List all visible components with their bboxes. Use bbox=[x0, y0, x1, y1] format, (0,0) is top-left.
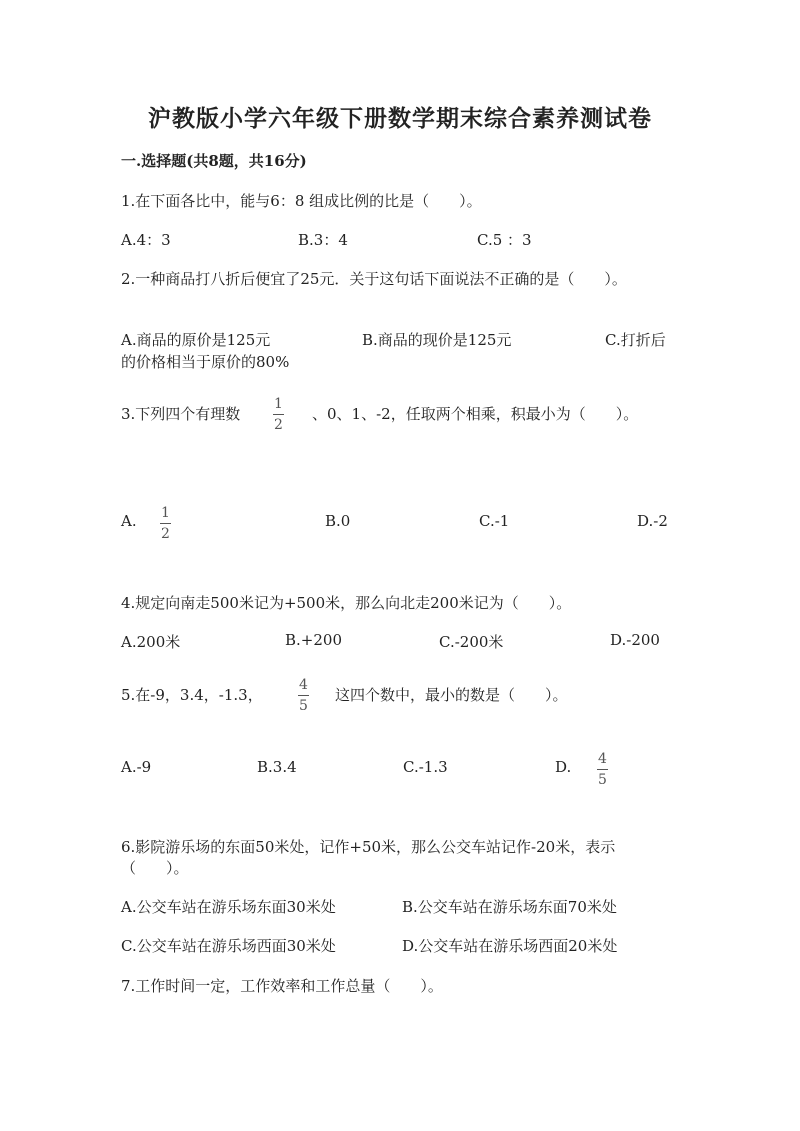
question-2-option-c: C.打折后 bbox=[605, 331, 666, 349]
fraction-bar bbox=[273, 414, 284, 415]
question-4-stem: 4.规定向南走500米记为+500米，那么向北走200米记为（ ）。 bbox=[121, 594, 572, 612]
question-6-option-c: C.公交车站在游乐场西面30米处 bbox=[121, 937, 336, 955]
question-2-option-a: A.商品的原价是125元 bbox=[121, 331, 271, 349]
question-2-option-c-continued: 的价格相当于原价的80% bbox=[121, 353, 290, 371]
fraction-four-fifths bbox=[298, 678, 309, 713]
fraction-denominator: 2 bbox=[161, 526, 170, 542]
question-7-stem: 7.工作时间一定，工作效率和工作总量（ ）。 bbox=[121, 977, 443, 995]
question-5-option-d: D. bbox=[555, 758, 572, 776]
question-2-stem: 2.一种商品打八折后便宜了25元．关于这句话下面说法不正确的是（ ）。 bbox=[121, 270, 627, 288]
question-1-option-c: C.5 ：3 bbox=[477, 231, 532, 249]
page-title: 沪教版小学六年级下册数学期末综合素养测试卷 bbox=[148, 105, 652, 132]
fraction-bar bbox=[298, 695, 309, 696]
question-3-option-a: A. bbox=[121, 512, 137, 530]
question-4-option-c: C.-200米 bbox=[439, 633, 504, 651]
question-5-option-b: B.3.4 bbox=[257, 758, 297, 776]
question-1-option-a: A.4：3 bbox=[121, 231, 171, 249]
question-3-stem-end: 、0、1、-2，任取两个相乘，积最小为（ ）。 bbox=[312, 405, 639, 423]
question-6-option-a: A.公交车站在游乐场东面30米处 bbox=[121, 898, 336, 916]
question-5-option-c: C.-1.3 bbox=[403, 758, 448, 776]
question-6-option-b: B.公交车站在游乐场东面70米处 bbox=[402, 898, 617, 916]
question-5-stem-end: 这四个数中，最小的数是（ ）。 bbox=[335, 686, 568, 704]
fraction-numerator: 4 bbox=[299, 677, 308, 693]
fraction-bar bbox=[160, 523, 171, 524]
fraction-numerator: 1 bbox=[274, 396, 283, 412]
question-6-option-d: D.公交车站在游乐场西面20米处 bbox=[402, 937, 618, 955]
question-5-option-a: A.-9 bbox=[121, 758, 152, 776]
section-heading: 一.选择题(共8题，共16分) bbox=[121, 152, 307, 170]
question-3-option-d: D.-2 bbox=[637, 512, 668, 530]
question-6-stem: 6.影院游乐场的东面50米处，记作+50米，那么公交车站记作-20米，表示 bbox=[121, 838, 616, 856]
question-4-option-b: B.+200 bbox=[285, 631, 342, 649]
question-3-option-b: B.0 bbox=[325, 512, 351, 530]
fraction-bar bbox=[597, 769, 608, 770]
question-3-stem-start: 3.下列四个有理数 bbox=[121, 405, 241, 423]
fraction-one-half bbox=[160, 506, 171, 541]
fraction-numerator: 1 bbox=[161, 505, 170, 521]
question-5-stem-start: 5.在-9，3.4，-1.3， bbox=[121, 686, 263, 704]
fraction-numerator: 4 bbox=[598, 751, 607, 767]
fraction-four-fifths bbox=[597, 752, 608, 787]
question-1-stem: 1.在下面各比中，能与6：8 组成比例的比是（ ）。 bbox=[121, 192, 482, 210]
fraction-denominator: 5 bbox=[598, 772, 607, 788]
question-3-option-c: C.-1 bbox=[479, 512, 510, 530]
question-6-stem-continued: （ ）。 bbox=[121, 859, 189, 877]
fraction-one-half bbox=[273, 397, 284, 432]
fraction-denominator: 2 bbox=[274, 417, 283, 433]
question-4-option-d: D.-200 bbox=[610, 631, 660, 649]
question-1-option-b: B.3：4 bbox=[298, 231, 348, 249]
question-2-option-b: B.商品的现价是125元 bbox=[362, 331, 512, 349]
fraction-denominator: 5 bbox=[299, 698, 308, 714]
question-4-option-a: A.200米 bbox=[121, 633, 181, 651]
